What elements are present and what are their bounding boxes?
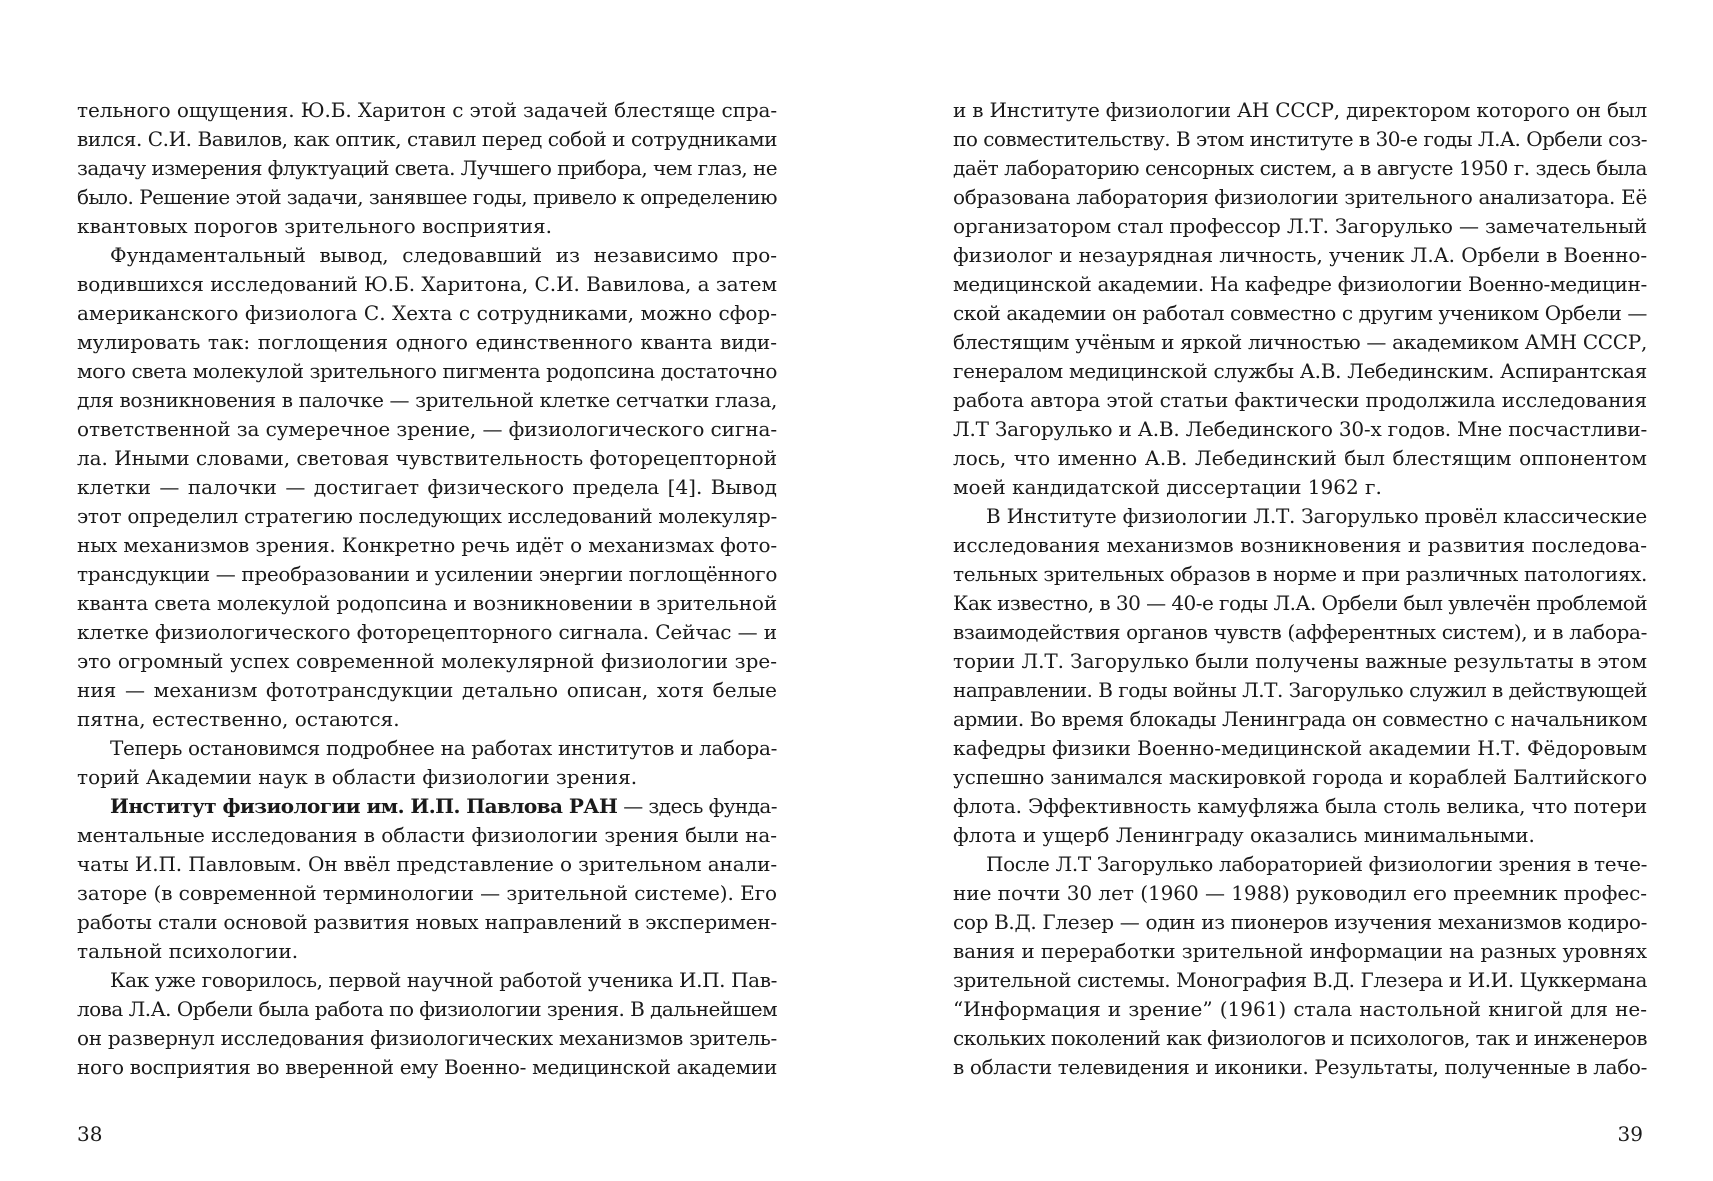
text-line: тельного ощущения. Ю.Б. Харитон с этой задачей блестяще спра-: [77, 98, 778, 122]
text-line: по совместительству. В этом институте в 30-е годы Л.А. Орбели соз-: [953, 127, 1647, 151]
text-line: мулировать так: поглощения одного единственного кванта види-: [77, 330, 777, 354]
text-line: организатором стал профессор Л.Т. Загорулько — замечательный: [953, 214, 1648, 238]
text-line: ного восприятия во вверенной ему Военно- медицинской академии: [77, 1055, 777, 1079]
text-line: скольких поколений как физиологов и психологов, так и инженеров: [953, 1026, 1647, 1050]
text-line: ской академии он работал совместно с другим учеником Орбели —: [953, 301, 1647, 325]
text-line: тальной психологии.: [77, 939, 299, 963]
text-line: кванта света молекулой родопсина и возникновении в зрительной: [77, 591, 777, 615]
text-line: пятна, естественно, остаются.: [77, 707, 400, 731]
text-line: сор В.Д. Глезер — один из пионеров изучения механизмов кодиро-: [953, 910, 1647, 934]
text-line: работы стали основой развития новых направлений в эксперимен-: [77, 910, 778, 934]
text-line: мого света молекулой зрительного пигмента родопсина достаточно: [77, 359, 778, 383]
text-line: ных механизмов зрения. Конкретно речь идёт о механизмах фото-: [77, 533, 777, 557]
text-line: для возникновения в палочке — зрительной клетке сетчатки глаза,: [77, 388, 777, 412]
text-line: даёт лабораторию сенсорных систем, а в августе 1950 г. здесь была: [953, 156, 1647, 180]
text-line: Как уже говорилось, первой научной работой ученика И.П. Пав-: [110, 968, 777, 992]
text-line: водившихся исследований Ю.Б. Харитона, С.И. Вавилова, а затем: [77, 272, 777, 296]
text-line: исследования механизмов возникновения и развития последова-: [953, 533, 1647, 557]
text-line: чаты И.П. Павловым. Он ввёл представление о зрительном анали-: [77, 852, 778, 876]
text-line: физиолог и незаурядная личность, ученик Л.А. Орбели в Военно-: [953, 243, 1648, 267]
text-line: лось, что именно А.В. Лебединский был блестящим оппонентом: [953, 446, 1647, 470]
text-line: Л.Т Загорулько и А.В. Лебединского 30-х годов. Мне посчастливи-: [953, 417, 1648, 441]
text-line: моей кандидатской диссертации 1962 г.: [953, 475, 1382, 499]
text-line: ла. Иными словами, световая чувствительность фоторецепторной: [77, 446, 777, 470]
text-line: флота и ущерб Ленинграду оказались минимальными.: [953, 823, 1535, 847]
text-line: ния — механизм фототрансдукции детально описан, хотя белые: [77, 678, 777, 702]
text-line: работа автора этой статьи фактически продолжила исследования: [953, 388, 1648, 412]
left-page-text: [77, 96, 777, 1082]
text-line: Как известно, в 30 — 40-е годы Л.А. Орбели был увлечён проблемой: [953, 591, 1648, 615]
text-line: В Институте физиологии Л.Т. Загорулько провёл классические: [986, 504, 1647, 528]
text-line: вания и переработки зрительной информации на разных уровнях: [953, 939, 1647, 963]
text-line: квантовых порогов зрительного восприятия.: [77, 214, 553, 238]
text-line: американского физиолога С. Хехта с сотрудниками, можно сфор-: [77, 301, 777, 325]
text-line: лова Л.А. Орбели была работа по физиологии зрения. В дальнейшем: [77, 997, 778, 1021]
text-line: трансдукции — преобразовании и усилении энергии поглощённого: [77, 562, 778, 586]
text-line: вился. С.И. Вавилов, как оптик, ставил перед собой и сотрудниками: [77, 127, 778, 151]
text-line: тельных зрительных образов в норме и при различных патологиях.: [953, 562, 1647, 586]
text-line: направлении. В годы войны Л.Т. Загорулько служил в действующей: [953, 678, 1648, 702]
text-line: клетке физиологического фоторецепторного сигнала. Сейчас — и: [77, 620, 777, 644]
text-run: — здесь фунда-: [617, 794, 778, 818]
text-line: “Информация и зрение” (1961) стала настольной книгой для не-: [953, 997, 1647, 1021]
text-line: он развернул исследования физиологических механизмов зритель-: [77, 1026, 777, 1050]
page-number: 38: [77, 1122, 103, 1146]
text-line: успешно занимался маскировкой города и кораблей Балтийского: [953, 765, 1647, 789]
text-line: кафедры физики Военно-медицинской академии Н.Т. Фёдоровым: [953, 736, 1647, 760]
text-line: задачу измерения флуктуаций света. Лучшего прибора, чем глаз, не: [77, 156, 778, 180]
text-line: зрительной системы. Монография В.Д. Глезера и И.И. Цуккермана: [953, 968, 1648, 992]
text-line: флота. Эффективность камуфляжа была столь велика, что потери: [953, 794, 1648, 818]
right-page: [857, 0, 1713, 1181]
right-page-text: [953, 96, 1647, 1082]
text-line: Фундаментальный вывод, следовавший из независимо про-: [110, 243, 777, 267]
text-line: [77, 792, 777, 821]
text-line: тории Л.Т. Загорулько были получены важные результаты в этом: [953, 649, 1647, 673]
text-line: клетки — палочки — достигает физического предела [4]. Вывод: [77, 475, 777, 499]
text-line: этот определил стратегию последующих исследований молекуляр-: [77, 504, 777, 528]
text-line: взаимодействия органов чувств (афферентных систем), и в лабора-: [953, 620, 1648, 644]
text-line: Теперь остановимся подробнее на работах институтов и лабора-: [110, 736, 778, 760]
text-line: заторе (в современной терминологии — зрительной системе). Его: [77, 881, 778, 905]
text-line: ментальные исследования в области физиологии зрения были на-: [77, 823, 777, 847]
text-line: торий Академии наук в области физиологии зрения.: [77, 765, 638, 789]
text-line: ответственной за сумеречное зрение, — физиологического сигна-: [77, 417, 778, 441]
page-number: 39: [1617, 1122, 1643, 1146]
left-page: [0, 0, 856, 1181]
text-line: это огромный успех современной молекулярной физиологии зре-: [77, 649, 777, 673]
text-line: образована лаборатория физиологии зрительного анализатора. Её: [953, 185, 1647, 209]
text-line: блестящим учёным и яркой личностью — академиком АМН СССР,: [953, 330, 1647, 354]
text-line: ние почти 30 лет (1960 — 1988) руководил его преемник профес-: [953, 881, 1647, 905]
text-line: в области телевидения и иконики. Результаты, полученные в лабо-: [953, 1055, 1648, 1079]
text-line: армии. Во время блокады Ленинграда он совместно с начальником: [953, 707, 1647, 731]
text-line: генералом медицинской службы А.В. Лебединским. Аспирантская: [953, 359, 1647, 383]
text-line: медицинской академии. На кафедре физиологии Военно-медицин-: [953, 272, 1647, 296]
institute-heading: Институт физиологии им. И.П. Павлова РАН: [110, 794, 618, 818]
text-line: и в Институте физиологии АН СССР, директором которого он был: [953, 98, 1647, 122]
text-line: было. Решение этой задачи, занявшее годы, привело к определению: [77, 185, 777, 209]
text-line: После Л.Т Загорулько лабораторией физиологии зрения в тече-: [986, 852, 1647, 876]
